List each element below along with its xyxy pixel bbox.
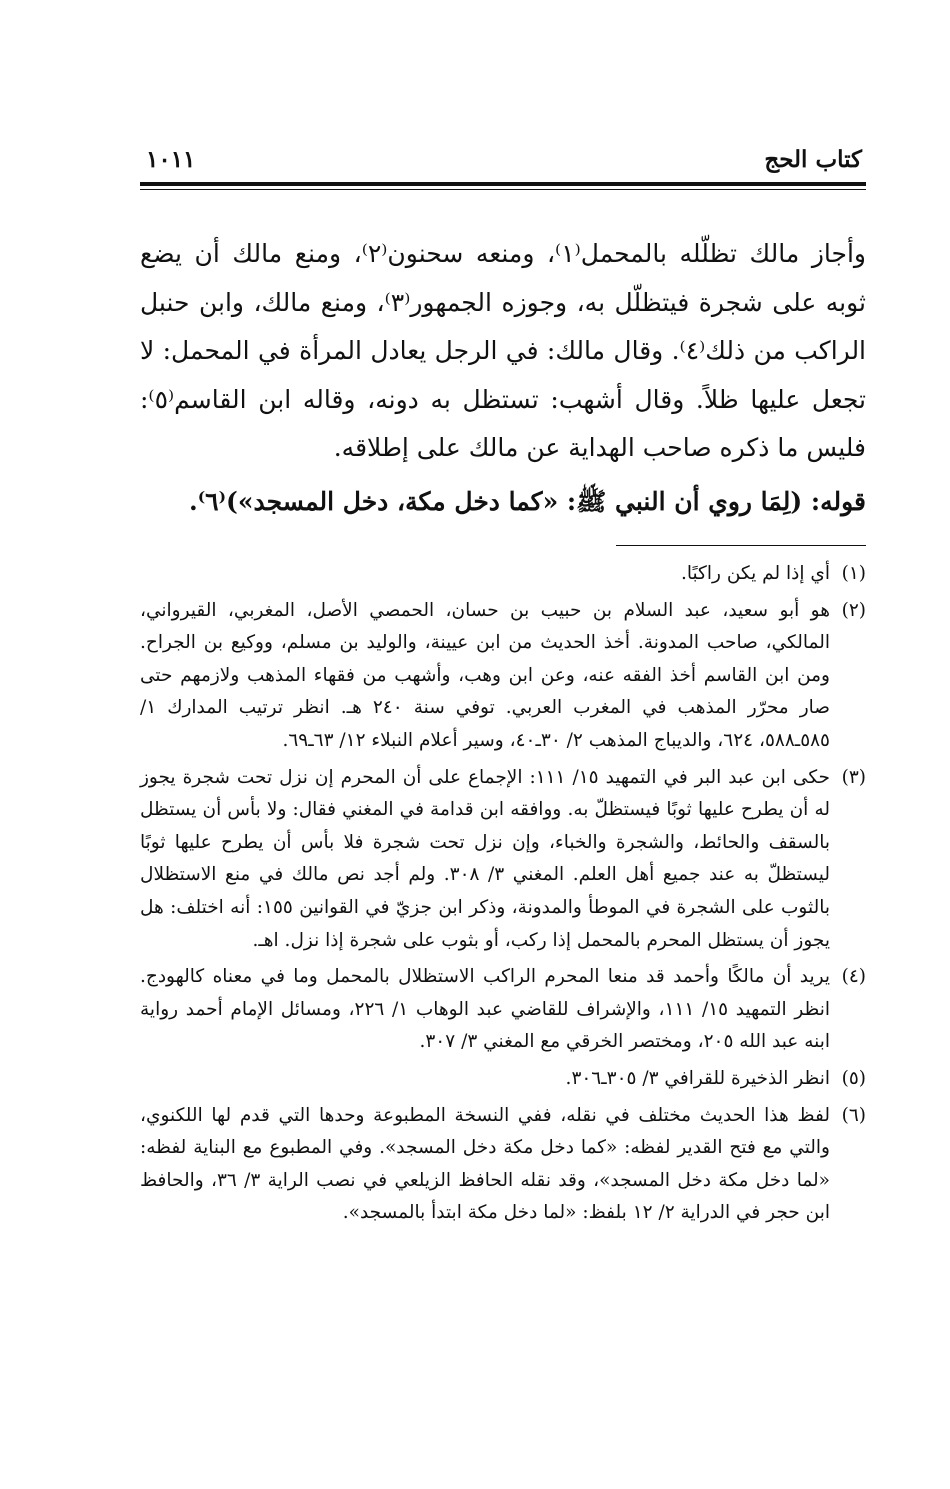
footnote-text: حكى ابن عبد البر في التمهيد ١٥/ ١١١: الإجماع على أن المحرم إن نزل تحت شجرة يجوز له أن يطرح عليها ثوبًا فيستظلّ به. ووافقه ابن قدامة في المغني فقال: ولا بأس أن يستظل بالسقف والحائط، والشجرة والخباء، وإن نزل تحت شجرة فلا بأس أن يطرح عليها ثوبًا ليستظلّ به عند جميع أهل العلم. المغني ٣/ ٣٠٨. ولم أجد نص مالك في منع الاستظلال بالثوب على الشجرة في الموطأ والمدونة، وذكر ابن جزيّ في القوانين ١٥٥: أنه اختلف: هل يجوز أن يستظل المحرم بالمحمل إذا ركب، أو بثوب على شجرة إذا نزل. اهـ.	[140, 766, 830, 951]
footnote-item	[140, 558, 866, 591]
footnote-separator	[616, 545, 866, 546]
footnote-text: هو أبو سعيد، عبد السلام بن حبيب بن حسان، الحمصي الأصل، المغربي، القيرواني، المالكي، صاحب المدونة. أخذ الحديث من ابن عيينة، والوليد بن مسلم، ووكيع بن الجراح. ومن ابن القاسم أخذ الفقه عنه، وعن ابن وهب، وأشهب من فقهاء المذهب ولازمهم حتى صار محرّر المذهب في المغرب العربي. توفي سنة ٢٤٠ هـ. انظر ترتيب المدارك ١/ ٥٨٥ـ٥٨٨، ٦٢٤، والديباج المذهب ٢/ ٣٠ـ٤٠، وسير أعلام النبلاء ١٢/ ٦٣ـ٦٩.	[140, 599, 831, 751]
footnote-item	[140, 961, 866, 1059]
chapter-title: كتاب الحج	[764, 146, 862, 173]
main-text	[140, 230, 866, 473]
footnote-item	[140, 762, 866, 958]
footnote-number: (٤)	[841, 966, 866, 988]
footnote-text: لفظ هذا الحديث مختلف في نقله، ففي النسخة المطبوعة وحدها التي قدم لها اللكنوي، والتي مع فتح القدير لفظه: «كما دخل مكة دخل المسجد». وفي المطبوع مع البناية لفظه: «لما دخل مكة دخل المسجد»، وقد نقله الحافظ الزيلعي في نصب الراية ٣/ ٣٦، والحافظ ابن حجر في الدراية ٢/ ١٢ بلفظ: «لما دخل مكة ابتدأ بالمسجد».	[140, 1104, 830, 1224]
page-header	[140, 140, 866, 180]
header-rule-thin	[140, 189, 866, 190]
footnotes	[140, 558, 866, 1234]
footnote-item	[140, 1063, 866, 1096]
footnote-text: يريد أن مالكًا وأحمد قد منعا المحرم الراكب الاستظلال بالمحمل وما في معناه كالهودج. انظر التمهيد ١٥/ ١١١، والإشراف للقاضي عبد الوهاب ١/ ٢٢٦، ومسائل الإمام أحمد رواية ابنه عبد الله ٢٠٥، ومختصر الخرقي مع المغني ٣/ ٣٠٧.	[140, 966, 830, 1053]
footnote-item	[140, 595, 866, 758]
footnote-text: أي إذا لم يكن راكبًا.	[680, 563, 830, 584]
footnote-number: (٢)	[841, 599, 866, 621]
quoted-hadith: قوله: (لِمَا روي أن النبي ﷺ: «كما دخل مكة، دخل المسجد»)⁽٦⁾.	[189, 487, 866, 516]
page-number: ١٠١١	[146, 146, 196, 173]
footnote-number: (٣)	[841, 766, 866, 788]
footnote-number: (٦)	[841, 1104, 866, 1126]
book-page	[140, 0, 866, 1489]
header-rule-thick	[140, 182, 866, 186]
main-paragraph: وأجاز مالك تظلّله بالمحمل⁽١⁾، ومنعه سحنون⁽٢⁾، ومنع مالك أن يضع ثوبه على شجرة فيتظلّل به، وجوزه الجمهور⁽٣⁾، ومنع مالك، وابن حنبل الراكب من ذلك⁽٤⁾. وقال مالك: في الرجل يعادل المرأة في المحمل: لا تجعل عليها ظلاً. وقال أشهب: تستظل به دونه، وقاله ابن القاسم⁽٥⁾: فليس ما ذكره صاحب الهداية عن مالك على إطلاقه.	[140, 239, 867, 462]
footnote-number: (١)	[841, 563, 866, 584]
footnote-item	[140, 1100, 866, 1230]
footnote-number: (٥)	[841, 1067, 866, 1089]
footnote-text: انظر الذخيرة للقرافي ٣/ ٣٠٥ـ٣٠٦.	[565, 1067, 830, 1089]
